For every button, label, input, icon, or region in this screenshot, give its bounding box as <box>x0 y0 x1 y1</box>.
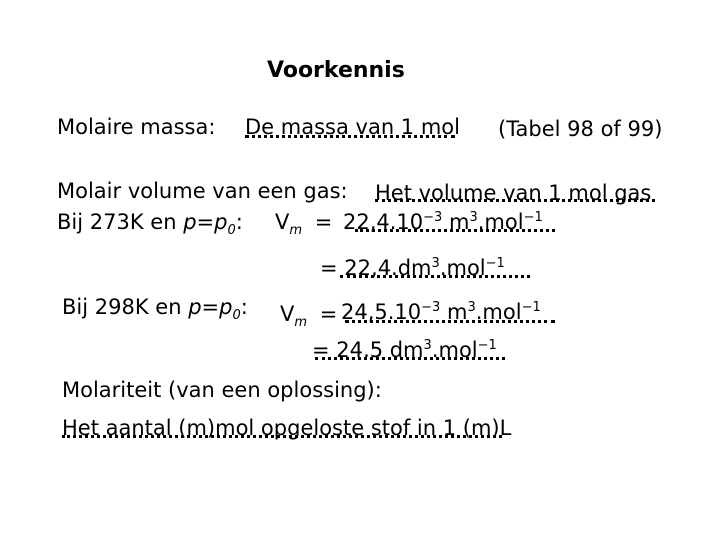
cond-298-sub0: 0 <box>232 308 241 324</box>
cond-298-exp3: −1 <box>521 300 541 315</box>
molaire-massa-note: (Tabel 98 of 99) <box>498 117 663 141</box>
cond-298-exp1: −3 <box>421 300 441 315</box>
cond-298-prefix: Bij 298K en <box>62 295 189 319</box>
cond-273-vm <box>275 210 333 239</box>
molariteit-answer: Het aantal (m)mol opgeloste stof in 1 (m)L <box>62 416 512 440</box>
cond-273-label <box>57 210 243 239</box>
page-title: Voorkennis <box>267 58 405 83</box>
molair-volume-label: Molair volume van een gas: <box>57 179 348 203</box>
cond-298-value2: 24,5 dm <box>336 338 424 362</box>
cond-298-unit1: m <box>440 300 468 324</box>
cond-298-unit3: .mol <box>431 338 478 362</box>
cond-273-dotline1 <box>355 229 555 232</box>
cond-298-unit2: .mol <box>475 300 522 324</box>
cond-273-m: m <box>289 223 303 239</box>
cond-298-exp5: −1 <box>477 338 497 353</box>
cond-273-exp3: −1 <box>523 210 543 225</box>
cond-298-exp4: 3 <box>423 338 432 353</box>
cond-298-p: p <box>188 295 202 319</box>
cond-298-colon: : <box>240 295 248 319</box>
cond-298-label <box>62 295 248 324</box>
cond-273-prefix: Bij 273K en <box>57 210 184 234</box>
cond-298-line2-eq: = <box>312 338 330 362</box>
cond-298-exp2: 3 <box>467 300 476 315</box>
cond-273-colon: : <box>235 210 243 234</box>
molair-volume-answer: Het volume van 1 mol gas <box>375 181 652 205</box>
cond-273-sub0: 0 <box>227 223 236 239</box>
molariteit-dotline <box>62 435 502 438</box>
cond-273-exp5: −1 <box>485 256 505 271</box>
cond-273-exp1: −3 <box>423 210 443 225</box>
cond-273-line2-eq: = <box>320 256 338 280</box>
cond-298-dotline2 <box>315 357 505 360</box>
cond-273-p0: p <box>214 210 228 234</box>
cond-298-vm <box>280 302 338 331</box>
cond-273-unit3: .mol <box>439 256 486 280</box>
cond-273-exp4: 3 <box>431 256 440 271</box>
cond-273-unit1: m <box>442 210 470 234</box>
molaire-massa-dotline <box>245 135 455 138</box>
cond-273-p: p <box>183 210 197 234</box>
cond-273-exp2: 3 <box>469 210 478 225</box>
cond-273-dotline2 <box>340 275 530 278</box>
cond-273-value2: 22,4.dm <box>344 256 432 280</box>
molair-volume-dotline <box>375 199 655 202</box>
cond-298-p0: p <box>219 295 233 319</box>
cond-298-v: V <box>280 302 295 326</box>
cond-298-m: m <box>294 315 308 331</box>
cond-298-value1-num: 24,5.10 <box>341 300 422 324</box>
cond-273-eq: = <box>196 210 215 234</box>
molariteit-label: Molariteit (van een oplossing): <box>62 378 382 402</box>
cond-273-equals: = <box>314 210 333 234</box>
molaire-massa-answer: De massa van 1 mol <box>245 115 460 139</box>
molaire-massa-label: Molaire massa: <box>57 115 216 139</box>
cond-298-equals: = <box>319 302 338 326</box>
cond-273-unit2: .mol <box>477 210 524 234</box>
cond-298-dotline1 <box>345 320 555 323</box>
cond-273-value1-num: 22,4.10 <box>343 210 424 234</box>
cond-298-eq: = <box>201 295 220 319</box>
cond-273-v: V <box>275 210 290 234</box>
